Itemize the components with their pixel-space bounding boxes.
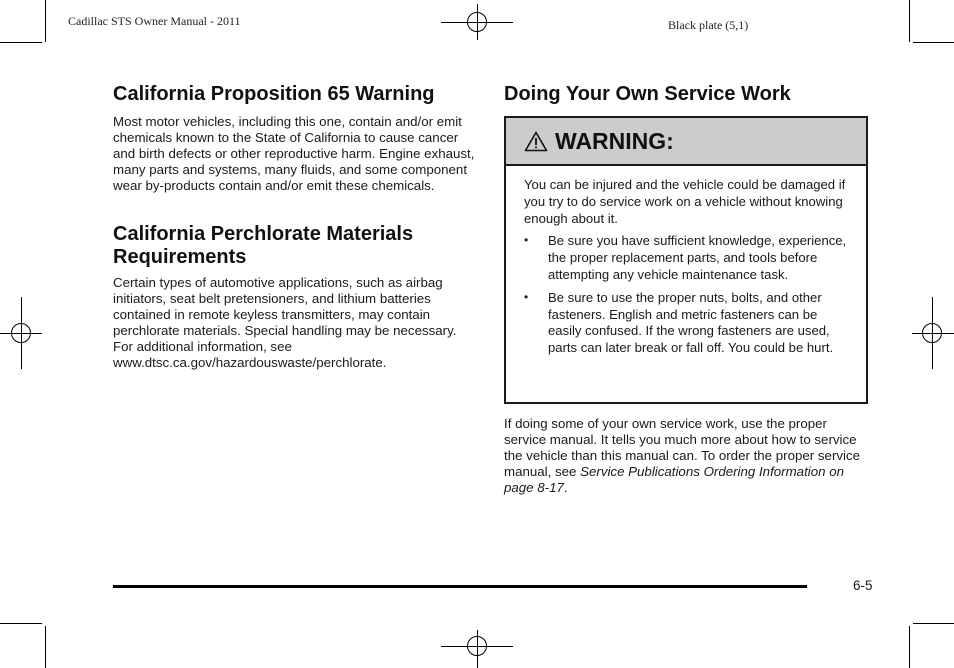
warning-label: WARNING:: [555, 127, 674, 154]
warning-triangle-icon: [524, 131, 548, 152]
crop-mark: [909, 0, 910, 42]
prop65-heading: California Proposition 65 Warning: [113, 83, 435, 105]
service-work-body-text: If doing some of your own service work, use the proper service manual. It tells you much more about how to service the vehicle than this manual can. To order the proper service manual, see: [504, 416, 861, 480]
warning-bullet: [524, 233, 848, 283]
crop-mark: [0, 623, 42, 624]
crop-mark: [0, 42, 42, 43]
bullet-text: Be sure you have sufficient knowledge, experience, the proper replacement parts, and tools before attempting any vehicle maintenance task.: [548, 233, 847, 282]
bullet-marker: •: [524, 233, 529, 248]
crop-mark: [45, 0, 46, 42]
service-work-body-end: .: [563, 480, 568, 496]
perchlorate-heading-line2: Requirements: [113, 246, 247, 268]
service-work-heading: Doing Your Own Service Work: [504, 83, 791, 105]
footer-rule: [113, 585, 807, 588]
crop-mark: [909, 626, 910, 668]
warning-intro: You can be injured and the vehicle could be damaged if you try to do service work on a vehicle without knowing enough about it.: [524, 177, 846, 226]
cross-reference-link[interactable]: Service Publications Ordering Information on page 8-17: [504, 464, 844, 496]
bullet-text: Be sure to use the proper nuts, bolts, and other fasteners. English and metric fasteners can be easily confused. If the wrong fasteners are used, parts can later break or fall off. You could be hurt.: [548, 289, 834, 356]
crop-mark: [913, 42, 954, 43]
warning-header: [506, 118, 866, 166]
warning-bullet: [524, 290, 848, 357]
warning-body: [506, 166, 866, 357]
page-number: 6-5: [853, 578, 873, 593]
running-header-title: Cadillac STS Owner Manual - 2011: [68, 14, 241, 28]
bullet-marker: •: [524, 289, 529, 304]
plate-label: Black plate (5,1): [668, 18, 749, 32]
perchlorate-heading-line1: California Perchlorate Materials: [113, 223, 414, 245]
perchlorate-heading: [113, 223, 413, 269]
prop65-body: Most motor vehicles, including this one, contain and/or emit chemicals known to the State of California to cause cancer and birth defects or other reproductive harm. Engine exhaust, many parts and systems, many fluids, and some component wear by-products contain and/or emit these chemicals.: [113, 114, 475, 194]
warning-box: [504, 116, 868, 404]
service-work-body: [504, 416, 866, 496]
perchlorate-body: Certain types of automotive applications, such as airbag initiators, seat belt pretensioners, and lithium batteries contained in remote keyless transmitters, may contain perchlorate materials. Special handling may be necessary. For additional information, see www.dtsc.ca.gov/hazardouswaste/perchlorate.: [113, 275, 457, 371]
crop-mark: [913, 623, 954, 624]
crop-mark: [45, 626, 46, 668]
